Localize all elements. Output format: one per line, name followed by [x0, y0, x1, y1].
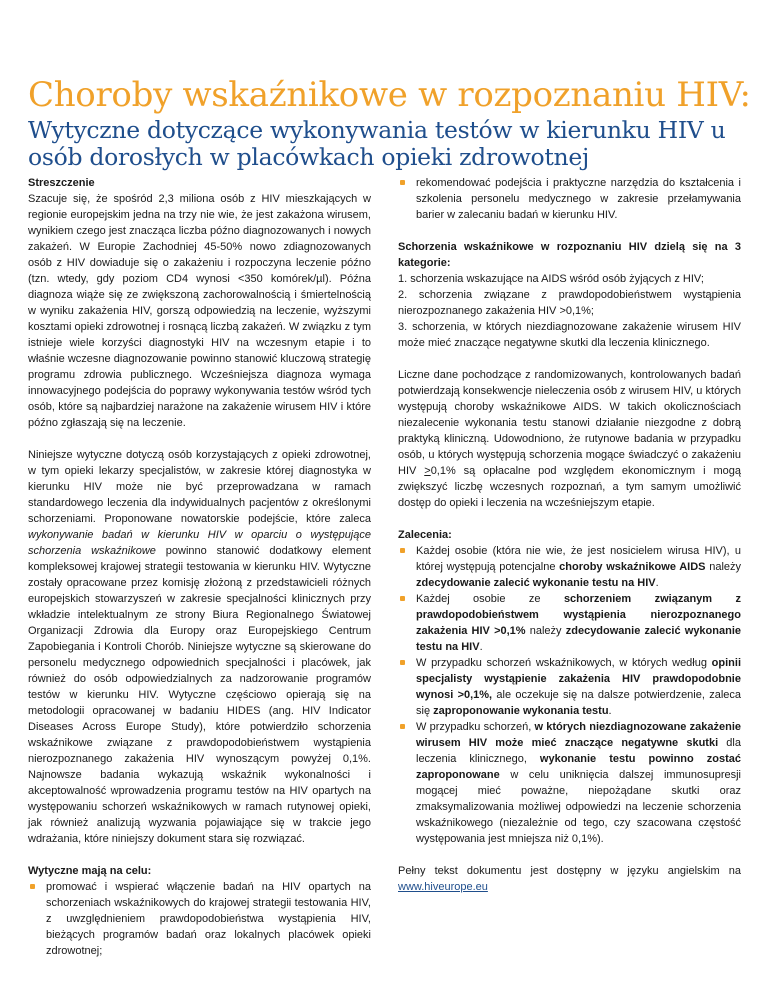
- summary-paragraph-2: [28, 447, 371, 847]
- rec-bold: zdecydowanie zalecić wykonanie testu na HIV: [416, 625, 741, 653]
- evidence-text: Liczne dane pochodzące z randomizowanych, kontrolowanych badań potwierdzają konsekwencje nieleczenia osób z wirusem HIV, u których występują choroby wskaźnikowe AIDS. W takich okolicznościach niezalecenie wykonania testu stanowi działanie niezgodne z dobrą praktyką kliniczną. Udowodniono, że rutynowe badania w przypadku osób, u których występują schorzenia mogące świadczyć o zakażeniu HIV: [398, 369, 741, 477]
- summary-heading: Streszczenie: [28, 177, 95, 189]
- evidence-paragraph: [398, 367, 741, 511]
- document-title: Choroby wskaźnikowe w rozpoznaniu HIV:: [28, 75, 751, 115]
- rec-bold: wykonanie testu powinno zostać zaproponowane: [416, 753, 741, 781]
- rec-text: w celu uniknięcia dalszej immunosupresji mogącej mieć poważne, niepożądane skutki oraz zmaksymalizowania możliwej odpowiedzi na leczenie schorzenia wskaźnikowego (niezależnie od tego, czy szacowana częstość występowania jest mniejsza niż 0,1%).: [416, 769, 741, 845]
- category-item: 2. schorzenia związane z prawdopodobieństwem wystąpienia nierozpoznanego zakażenia HIV >0,1%;: [398, 289, 741, 317]
- summary-text: powinno stanowić dodatkowy element kompleksowej krajowej strategii testowania w kierunku HIV. Wytyczne zostały opracowane przez komisję złożoną z przedstawicieli różnych europejskich stowarzyszeń w zakresie specjalności klinicznych przy wkładzie intelektualnym ze strony Biura Regionalnego Światowej Organizacji Zdrowia dla Europy oraz Europejskiego Centrum Zapobiegania i Kontroli Chorób. Niniejsze wytyczne są skierowane do personelu medycznego odpowiednich specjalności i placówek, jak również do osób odpowiedzialnych za nadzorowanie programów testów w kierunku HIV. Wytyczne częściowo opierają się na metodologii opracowanej w badaniu HIDES (ang. HIV Indicator Diseases Across Europe Study), które potwierdziło schorzenia wskaźnikowe związane z prawdopodobieństwem wystąpienia nierozpoznanego zakażenia HIV wynoszącym powyżej 0,1%. Najnowsze badania wykazują wskaźnik wykonalności i akceptowalność wprowadzenia programu testów na HIV opartych na występowaniu schorzeń wskaźnikowych w ramach rutynowej opieki, jak również analizują wyzwania pojawiające się w trakcie jego wdrażania, które niniejszy dokument stara się rozwiązać.: [28, 545, 371, 845]
- document-subtitle: Wytyczne dotyczące wykonywania testów w kierunku HIV u osób dorosłych w placówkach opieki zdrowotnej: [28, 116, 726, 171]
- hiveurope-link[interactable]: www.hiveurope.eu: [398, 881, 488, 893]
- rec-text: .: [608, 705, 612, 717]
- footer-text: Pełny tekst dokumentu jest dostępny w języku angielskim na: [398, 865, 741, 877]
- categories-heading: Schorzenia wskaźnikowe w rozpoznaniu HIV dzielą się na 3 kategorie:: [398, 241, 741, 269]
- rec-text: należy: [525, 625, 566, 637]
- rec-bold: zaproponowanie wykonania testu: [433, 705, 609, 717]
- rec-bold: choroby wskaźnikowe AIDS: [559, 561, 706, 573]
- right-column: [398, 175, 741, 895]
- bullet-icon: [400, 548, 405, 553]
- evidence-symbol: >: [424, 465, 431, 477]
- left-column: [28, 175, 371, 959]
- recommendation-item: [398, 543, 741, 591]
- bullet-icon: [400, 596, 405, 601]
- summary-text: Niniejsze wytyczne dotyczą osób korzystających z opieki zdrowotnej, w tym opieki lekarzy specjalistów, w zakresie której diagnostyka w kierunku HIV może nie być przeprowadzana w ramach standardowego leczenia dla indywidualnych pacjentów z określonymi schorzeniami. Proponowane nowatorskie podejście, które zaleca: [28, 449, 371, 525]
- summary-emphasis: wykonywanie badań w kierunku HIV w oparciu o występujące schorzenia wskaźnikowe: [28, 529, 371, 557]
- aims-heading: Wytyczne mają na celu:: [28, 865, 152, 877]
- recommendations-list: [398, 543, 741, 847]
- rec-bold: w których niezdiagnozowane zakażenie wirusem HIV może mieć znaczące negatywne skutki: [416, 721, 741, 749]
- rec-text: ale oczekuje się na dalsze potwierdzenie, zaleca się: [416, 689, 741, 717]
- aims-list-continued: [398, 175, 741, 223]
- recommendations-heading: Zalecenia:: [398, 529, 452, 541]
- aims-item-text: rekomendować podejścia i praktyczne narzędzia do kształcenia i szkolenia personelu medycznego w zakresie przełamywania barier w zalecaniu badań w kierunku HIV.: [416, 177, 741, 221]
- summary-paragraph-1: Szacuje się, że spośród 2,3 miliona osób z HIV mieszkających w regionie europejskim jedna na trzy nie wie, że jest zakażona wirusem, wynikiem czego jest znacząca liczba późno diagnozowanych i nowych zakażeń. W Europie Zachodniej 45-50% nowo zdiagnozowanych osób z HIV dowiaduje się o zakażeniu i rozpoczyna leczenie późno (tzn. wtedy, gdy poziom CD4 wynosi <350 komórek/µl). Późna diagnoza wiąże się ze zwiększoną zachorowalnością i śmiertelnością w wyniku zakażenia HIV, gorszą odpowiedzią na leczenie, wyższymi kosztami opieki zdrowotnej i rosnącą liczbą zakażeń. W związku z tym istnieje wiele korzyści diagnostyki HIV na wczesnym etapie i to właśnie wczesne diagnozowanie powinno stanowić kluczową strategię programu zdrowia publicznego. Wcześniejsza diagnoza wymaga innowacyjnego podejścia do poprawy wykonywania testów wśród tych osób, które są najbardziej narażone na zakażenie wirusem HIV i które późno zgłaszają się na leczenie.: [28, 193, 371, 429]
- rec-text: .: [479, 641, 483, 653]
- aims-list-item: [398, 175, 741, 223]
- bullet-icon: [400, 724, 405, 729]
- evidence-text: 0,1% są opłacalne pod względem ekonomicznym i mogą zwiększyć liczbę wczesnych rozpoznań, a tym samym umożliwić dostęp do opieki i leczenia na wcześniejszym etapie.: [398, 465, 741, 509]
- footer-note: [398, 863, 741, 895]
- aims-list-item: [28, 879, 371, 959]
- recommendation-item: [398, 655, 741, 719]
- rec-text: Każdej osobie ze: [416, 593, 564, 605]
- bullet-icon: [400, 660, 405, 665]
- recommendation-item: [398, 591, 741, 655]
- rec-bold: zdecydowanie zalecić wykonanie testu na HIV: [416, 577, 656, 589]
- bullet-icon: [30, 884, 35, 889]
- recommendation-item: [398, 719, 741, 847]
- bullet-icon: [400, 180, 405, 185]
- category-item: 3. schorzenia, w których niezdiagnozowane zakażenie wirusem HIV może mieć znaczące negatywne skutki dla leczenia klinicznego.: [398, 321, 741, 349]
- rec-text: W przypadku schorzeń,: [416, 721, 535, 733]
- rec-text: Każdej osobie (która nie wie, że jest nosicielem wirusa HIV), u której występują potencjalne: [416, 545, 741, 573]
- rec-text: należy: [705, 561, 742, 573]
- rec-text: W przypadku schorzeń wskaźnikowych, w których według: [416, 657, 712, 669]
- rec-bold: schorzeniem związanym z prawdopodobieństwem wystąpienia nierozpoznanego zakażenia HIV >0,1%: [416, 593, 741, 637]
- aims-list: [28, 879, 371, 959]
- aims-item-text: promować i wspierać włączenie badań na HIV opartych na schorzeniach wskaźnikowych do krajowej strategii testowania HIV, z uwzględnieniem prawdopodobieństwa wystąpienia HIV, bieżących programów badań oraz lokalnych placówek opieki zdrowotnej;: [46, 881, 371, 957]
- rec-text: dla leczenia klinicznego,: [416, 737, 741, 765]
- rec-text: .: [655, 577, 659, 589]
- rec-bold: opinii specjalisty wystąpienie zakażenia HIV prawdopodobnie wynosi >0,1%,: [416, 657, 741, 701]
- category-item: 1. schorzenia wskazujące na AIDS wśród osób żyjących z HIV;: [398, 273, 704, 285]
